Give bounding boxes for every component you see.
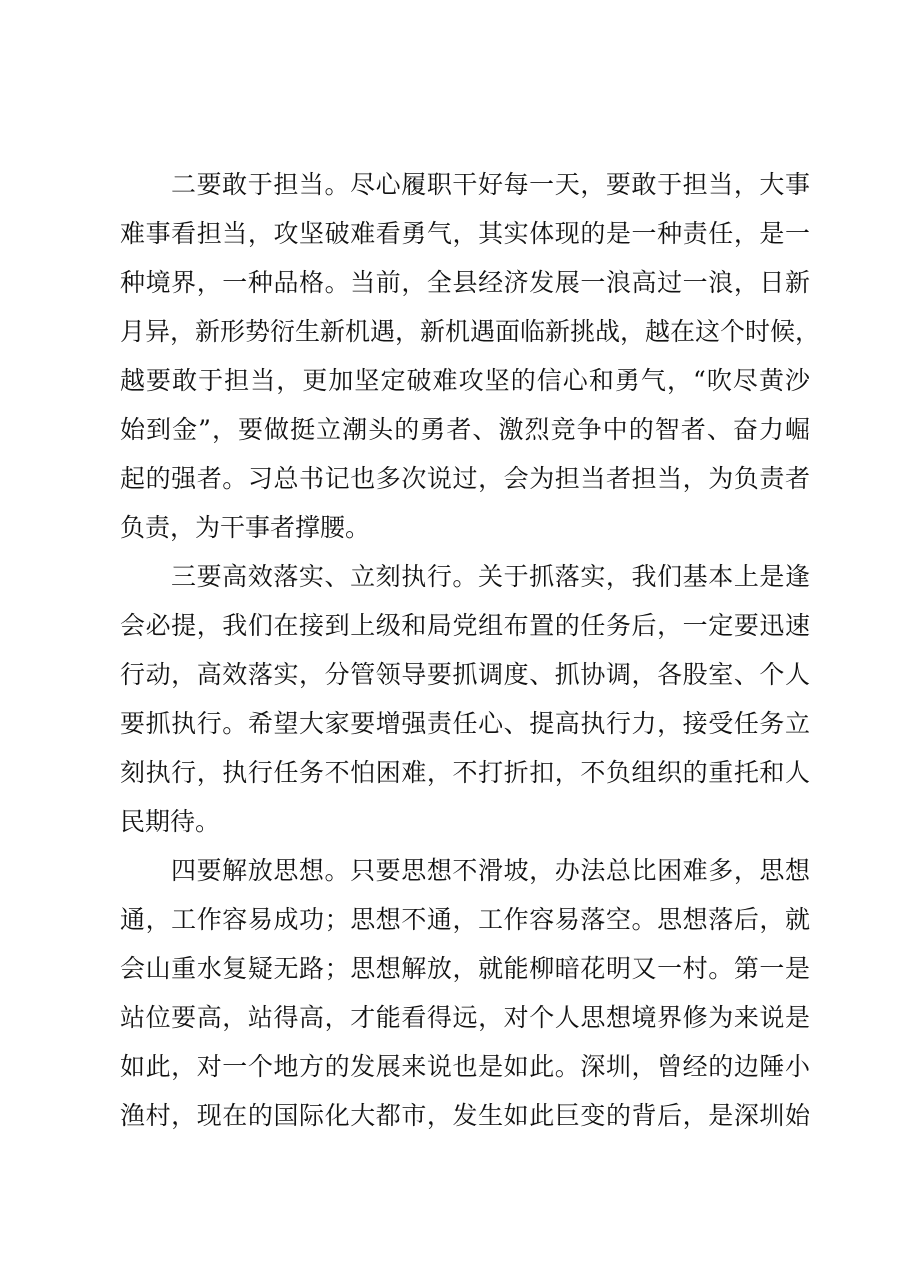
paragraph-1-line-5: 越要敢于担当，更加坚定破难攻坚的信心和勇气，“吹尽黄沙 <box>120 366 810 395</box>
paragraph-3-line-5: 如此，对一个地方的发展来说也是如此。深圳，曾经的边陲小 <box>120 1052 810 1081</box>
paragraph-2-line-5: 刻执行，执行任务不怕困难，不打折扣，不负组织的重托和人 <box>120 758 810 787</box>
paragraph-2-line-4: 要抓执行。希望大家要增强责任心、提高执行力，接受任务立 <box>120 709 810 738</box>
paragraph-3-line-4: 站位要高，站得高，才能看得远，对个人思想境界修为来说是 <box>120 1003 810 1032</box>
paragraph-1-line-3: 种境界，一种品格。当前，全县经济发展一浪高过一浪，日新 <box>120 268 810 297</box>
paragraph-3-line-3: 会山重水复疑无路；思想解放，就能柳暗花明又一村。第一是 <box>120 954 810 983</box>
paragraph-2-line-1: 三要高效落实、立刻执行。关于抓落实，我们基本上是逢 <box>171 562 810 591</box>
paragraph-2-line-3: 行动，高效落实，分管领导要抓调度、抓协调，各股室、个人 <box>120 660 810 689</box>
paragraph-3-line-1: 四要解放思想。只要思想不滑坡，办法总比困难多，思想 <box>171 856 810 885</box>
paragraph-2-line-2: 会必提，我们在接到上级和局党组布置的任务后，一定要迅速 <box>120 611 810 640</box>
paragraph-1-line-7: 起的强者。习总书记也多次说过，会为担当者担当，为负责者 <box>120 464 810 493</box>
paragraph-1-line-8: 负责，为干事者撑腰。 <box>120 513 371 542</box>
paragraph-1-line-6: 始到金”，要做挺立潮头的勇者、激烈竞争中的智者、奋力崛 <box>120 415 810 444</box>
paragraph-3-line-2: 通，工作容易成功；思想不通，工作容易落空。思想落后，就 <box>120 905 810 934</box>
paragraph-1-line-2: 难事看担当，攻坚破难看勇气，其实体现的是一种责任，是一 <box>120 219 810 248</box>
paragraph-3-line-6: 渔村，现在的国际化大都市，发生如此巨变的背后，是深圳始 <box>120 1101 810 1130</box>
paragraph-2-line-6: 民期待。 <box>120 807 221 836</box>
paragraph-1-line-1: 二要敢于担当。尽心履职干好每一天，要敢于担当，大事 <box>171 170 810 199</box>
paragraph-1-line-4: 月异，新形势衍生新机遇，新机遇面临新挑战，越在这个时候， <box>120 317 821 346</box>
